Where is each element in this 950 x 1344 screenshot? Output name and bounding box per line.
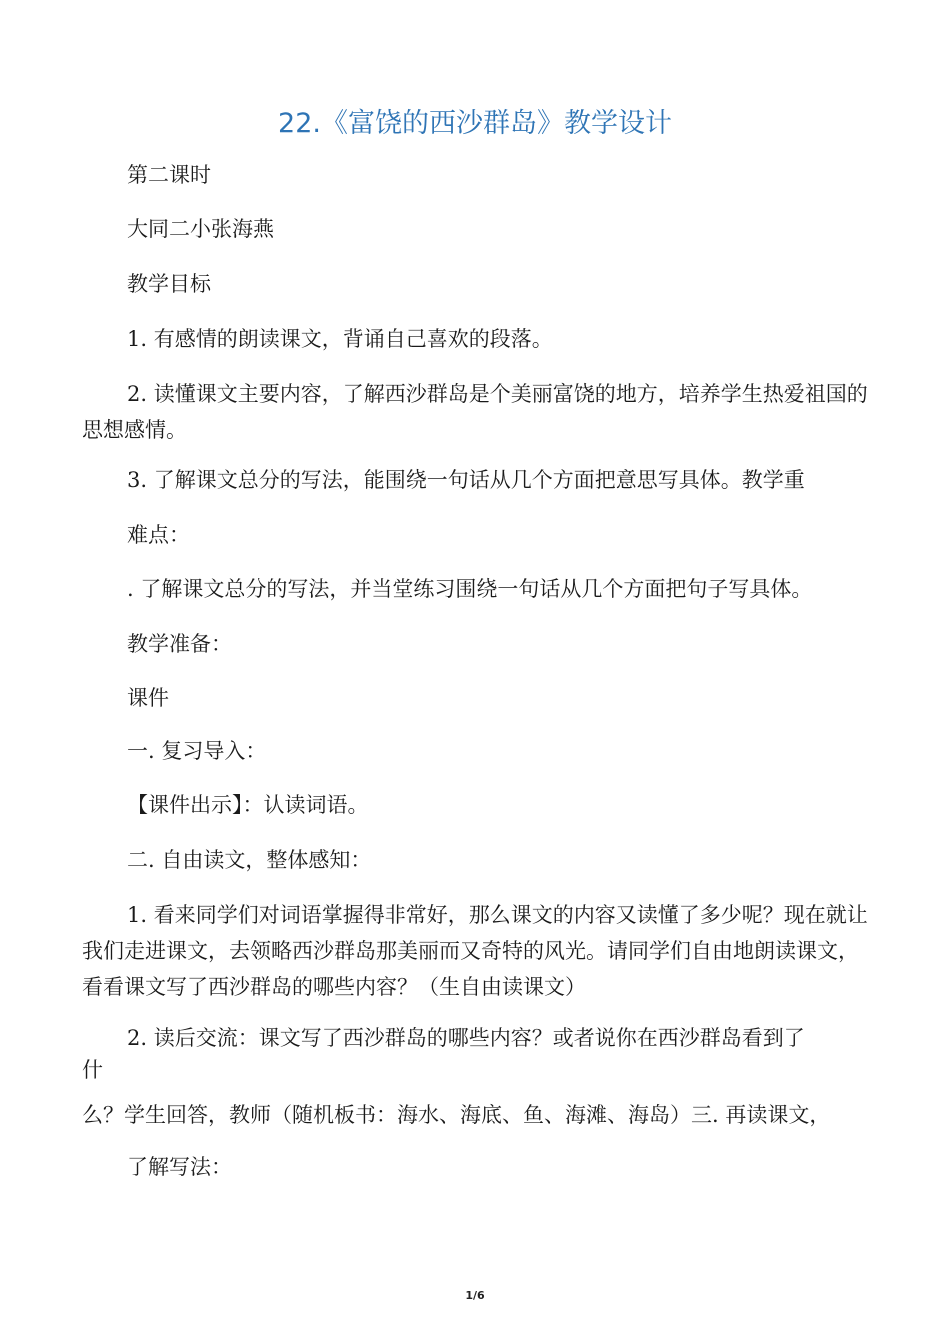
step-2-line-4: 了解写法： — [127, 1155, 232, 1179]
step-2-line-1: 2. 读后交流：课文写了西沙群岛的哪些内容？或者说你在西沙群岛看到了 — [127, 1026, 805, 1050]
lesson-label: 第二课时 — [127, 163, 211, 187]
step-2-line-3: 么？学生回答，教师（随机板书：海水、海底、鱼、海滩、海岛）三. 再读课文， — [82, 1103, 831, 1127]
preparation-heading: 教学准备： — [127, 632, 232, 656]
objective-2: 2. 读懂课文主要内容，了解西沙群岛是个美丽富饶的地方，培养学生热爱祖国的思想感情。 — [82, 382, 868, 442]
objective-1: 1. 有感情的朗读课文，背诵自己喜欢的段落。 — [127, 327, 553, 351]
courseware-note: 【课件出示】：认读词语。 — [127, 793, 369, 817]
section-2-heading: 二. 自由读文，整体感知： — [127, 848, 372, 872]
objectives-heading: 教学目标 — [127, 272, 211, 296]
objective-3: 3. 了解课文总分的写法，能围绕一句话从几个方面把意思写具体。教学重 — [127, 468, 805, 492]
difficulty-text: . 了解课文总分的写法，并当堂练习围绕一句话从几个方面把句子写具体。 — [127, 577, 813, 601]
preparation-text: 课件 — [127, 686, 169, 710]
difficulty-heading: 难点： — [127, 523, 190, 547]
page-number: 1/6 — [465, 1289, 485, 1302]
step-2-line-2: 什 — [82, 1058, 103, 1082]
document-title: 22.《富饶的西沙群岛》教学设计 — [278, 108, 672, 139]
step-1-paragraph: 1. 看来同学们对词语掌握得非常好，那么课文的内容又读懂了多少呢？现在就让我们走进课文，去领略西沙群岛那美丽而又奇特的风光。请同学们自由地朗读课文，看看课文写了西沙群岛的哪些内容？（生自由读课文） — [82, 903, 868, 999]
section-1-heading: 一. 复习导入： — [127, 739, 267, 763]
author-line: 大同二小张海燕 — [127, 217, 274, 241]
